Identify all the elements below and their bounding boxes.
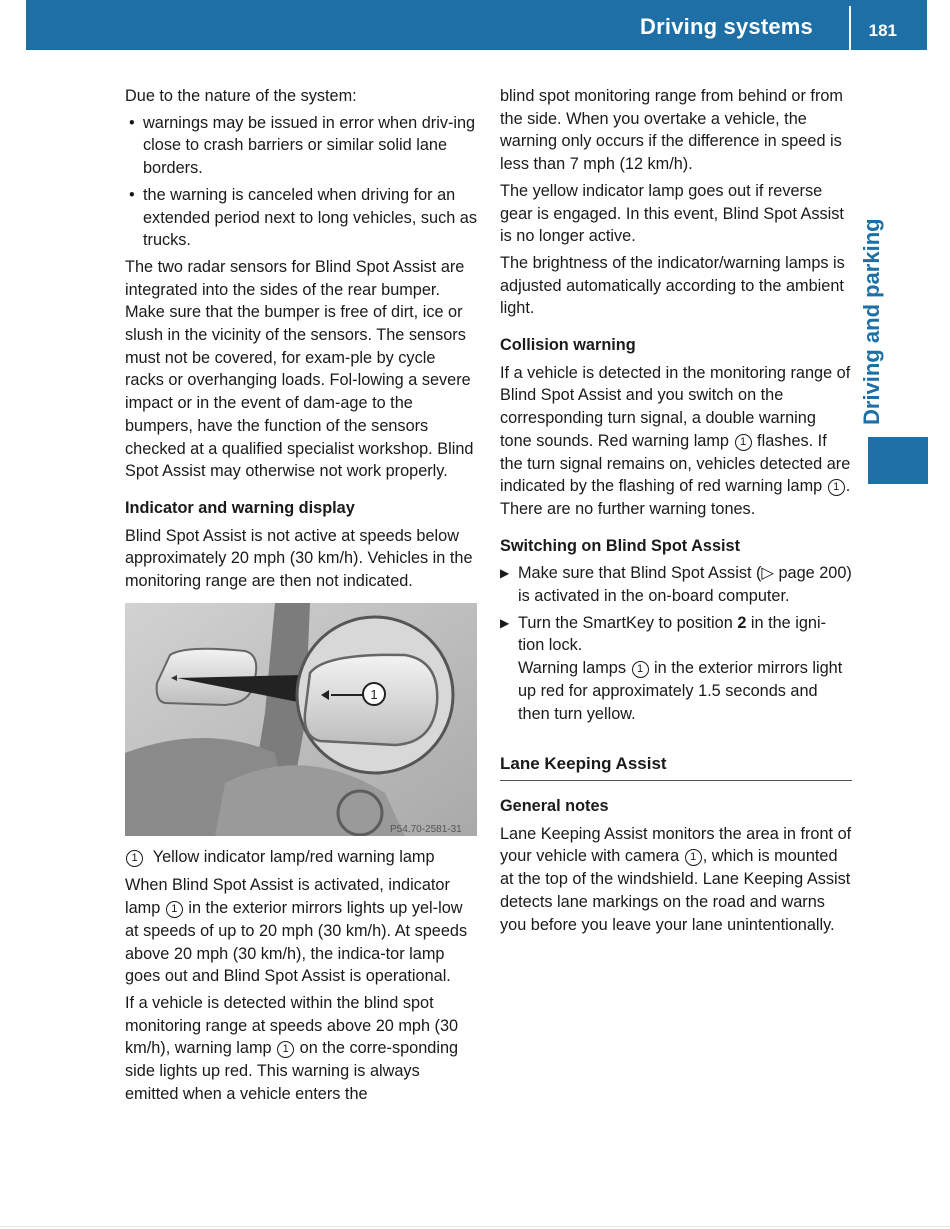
subheading: General notes (500, 796, 609, 815)
paragraph: The brightness of the indicator/warning lamps is adjusted automatically according to the ambient light. (500, 253, 845, 318)
callout-marker: 1 (735, 434, 752, 451)
paragraph: Lane Keeping Assist monitors the area in front of your vehicle with camera 1 , which is mounted at the top of the windshield. Lane Keeping Assist detects lane markings on the road and warns you before you leave your lane unintentionally. (500, 824, 852, 934)
figure-caption (125, 846, 477, 869)
section-title: Driving systems (640, 14, 813, 39)
subheading: Indicator and warning display (125, 498, 355, 517)
caption-text: Yellow indicator lamp/red warning lamp (152, 847, 435, 866)
paragraph: blind spot monitoring range from behind or from the side. When you overtake a vehicle, the warning only occurs if the difference in speed is less than 7 mph (12 km/h). (500, 87, 843, 174)
instruction-step: ▶ Turn the SmartKey to position 2 in the igni-tion lock. Warning lamps 1 in the exterior mirrors light up red for approximately 1.5 seconds and then turn yellow. (500, 613, 843, 723)
chapter-tab-label: Driving and parking (859, 218, 884, 425)
list-item: • warnings may be issued in error when driv-ing close to crash barriers or similar solid lane borders. (125, 112, 477, 180)
mirror-illustration-image (125, 603, 477, 836)
callout-marker: 1 (166, 901, 183, 918)
left-column (125, 85, 477, 1110)
callout-marker: 1 (277, 1041, 294, 1058)
paragraph: When Blind Spot Assist is activated, indicator lamp 1 in the exterior mirrors lights up yel-low at speeds of up to 20 mph (30 km/h). At speeds above 20 mph (30 km/h), the indica-tor lamp goes out and Blind Spot Assist is operational. (125, 876, 468, 986)
paragraph: The yellow indicator lamp goes out if reverse gear is engaged. In this event, Blind Spot Assist is no longer active. (500, 181, 844, 246)
subheading: Switching on Blind Spot Assist (500, 536, 740, 555)
paragraph: If a vehicle is detected within the blind spot monitoring range at speeds above 20 mph (30 km/h), warning lamp 1 on the corre-sponding side lights up red. This warning is always emitted when a vehicle enters the (125, 993, 459, 1103)
right-column (500, 85, 852, 940)
header-bar (26, 0, 927, 50)
header-divider (849, 6, 851, 50)
page-edge (0, 1226, 950, 1227)
paragraph: The two radar sensors for Blind Spot Assist are integrated into the sides of the rear bumper. Make sure that the bumper is free of dirt, ice or slush in the vicinity of the sensors. The sensors must not be covered, for exam-ple by cycle racks or overhanging loads. Fol-lowing a severe impact or in the event of dam-age to the bumpers, have the function of the sensors checked at a qualified specialist workshop. Blind Spot Assist may otherwise not work properly. (125, 257, 474, 481)
paragraph: If a vehicle is detected in the monitoring range of Blind Spot Assist and you switch on the corresponding turn signal, a double warning tone sounds. Red warning lamp 1 flashes. If the turn signal remains on, vehicles detected are indicated by the flashing of red warning lamp 1 . There are no further warning tones. (500, 363, 851, 518)
list-item: • the warning is canceled when driving for an extended period next to long vehicles, such as trucks. (125, 184, 477, 252)
chapter-tab-marker (868, 437, 928, 484)
callout-marker: 1 (632, 661, 649, 678)
callout-marker: 1 (828, 479, 845, 496)
paragraph: Blind Spot Assist is not active at speeds below approximately 20 mph (30 km/h). Vehicles in the monitoring range are then not indicated. (125, 526, 473, 591)
callout-marker: 1 (126, 850, 143, 867)
page-number: 181 (868, 21, 897, 40)
step-arrow-icon: ▶ (500, 615, 510, 630)
callout-marker: 1 (370, 686, 378, 702)
instruction-step: ▶ Make sure that Blind Spot Assist (▷ page 200) is activated in the on-board computer. (500, 564, 852, 606)
step-arrow-icon: ▶ (500, 566, 510, 581)
figure-code: P54.70-2581-31 (390, 823, 462, 835)
mirror-illustration (125, 603, 477, 836)
section-heading-lka: Lane Keeping Assist (500, 753, 852, 781)
callout-marker: 1 (685, 849, 702, 866)
intro-text: Due to the nature of the system: (125, 87, 357, 105)
key-position: 2 (737, 613, 747, 632)
subheading: Collision warning (500, 336, 636, 355)
